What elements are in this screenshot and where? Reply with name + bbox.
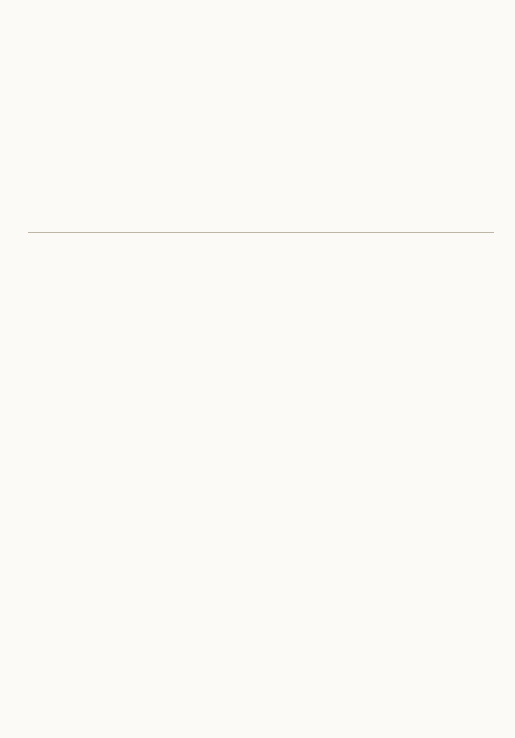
commodity-table — [28, 6, 494, 230]
summary-paragraph — [98, 472, 238, 687]
port-section — [60, 238, 480, 468]
section-divider — [28, 232, 494, 233]
